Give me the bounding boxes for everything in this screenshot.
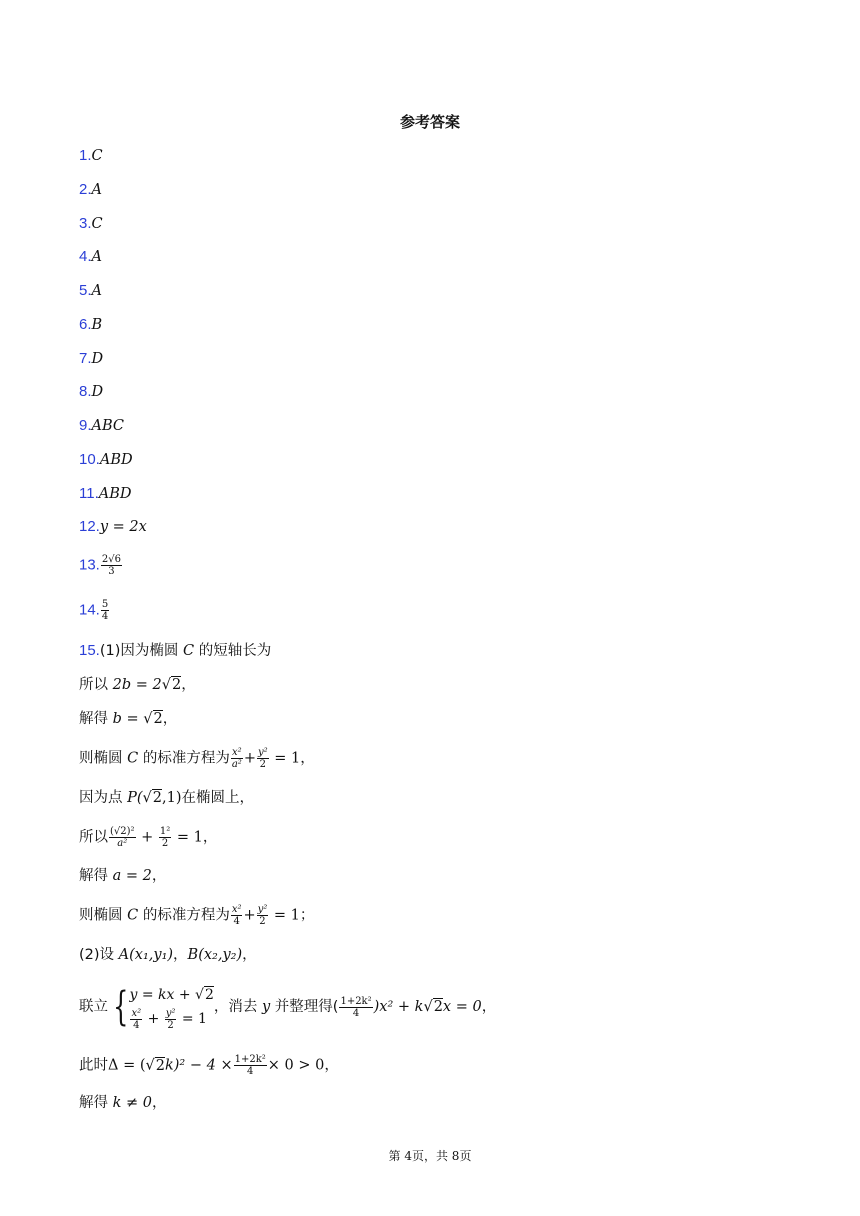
left-brace: { [113,984,129,1030]
fraction-numerator: 1+2k² [340,995,372,1007]
answer-value: A [91,249,102,265]
math-expr: 2b = 2 [112,677,162,693]
answer-number: 2. [79,181,92,198]
fraction-denominator: 2 [259,759,266,770]
sqrt-sign: √ [195,987,204,1003]
fraction-numerator: x² [231,904,242,915]
answer-number: 7. [79,350,92,367]
answer-number: 5. [79,282,92,299]
punct: ， [181,677,196,693]
answer-number: 12. [79,518,100,535]
answer-11 [79,484,132,504]
fraction [165,1008,177,1031]
text: 并整理得( [274,999,339,1015]
fraction-numerator: 1+2k² [234,1054,266,1065]
math-expr: B(x₂,y₂) [187,947,243,963]
fraction-numerator: 1² [159,826,171,837]
fraction [234,1054,267,1077]
punct: ， [162,711,178,727]
answer-number: 15. [79,642,100,659]
sqrt-radicand: 2 [171,677,182,693]
fraction-numerator: (√2)² [110,826,135,837]
text: 在椭圆上， [181,790,255,806]
math-var: y [261,999,271,1015]
answer-number: 3. [79,215,92,232]
fraction [257,904,269,927]
math-op: + [243,907,256,924]
math-expr: P( [127,790,143,806]
math-expr: Δ = ( [108,1057,146,1074]
fraction [257,747,269,770]
answer-number: 11. [79,485,99,502]
q15-line-5 [79,788,254,808]
text: 解得 [79,868,108,884]
punct: ， [300,750,315,767]
punct: ， [173,947,188,963]
text: 则椭圆 [79,750,123,767]
fraction [159,826,171,849]
math-expr: k)² − 4 × [164,1057,233,1074]
fraction-denominator: 4 [133,1019,140,1031]
punct: ， [242,947,257,963]
answer-number: 14. [79,601,100,619]
q15-line-8 [79,904,314,927]
answer-8 [79,382,103,402]
answer-number: 6. [79,316,92,333]
answer-number: 4. [79,248,92,265]
fraction-denominator: 4 [233,916,240,927]
answer-4 [79,247,102,267]
text: 解得 [79,1095,108,1111]
text: 因为点 [79,790,123,806]
fraction-denominator: a² [117,838,128,849]
answer-number: 1. [79,147,92,164]
q15-line-2 [79,675,196,695]
math-expr: k ≠ 0 [112,1095,152,1111]
text: 此时 [79,1057,108,1074]
punct: ， [151,868,167,884]
math-expr: = 1 [176,829,203,846]
answer-3 [79,214,103,234]
punct: ， [152,1095,167,1111]
math-expr: = 1 [273,907,300,924]
sqrt-radicand: 2 [204,987,214,1003]
q15-line-10 [79,982,496,1032]
text: (1)因为椭圆 [99,643,179,659]
fraction-numerator: x² [131,1007,142,1019]
math-expr: b = [112,711,144,727]
answer-fraction [101,554,122,577]
sqrt-sign: √ [143,711,153,727]
sqrt-sign: √ [423,999,433,1015]
fraction-denominator: 4 [352,1007,360,1019]
q15-line-6 [79,826,217,849]
math-var: C [127,750,139,767]
answer-value: ABC [91,418,125,434]
fraction-numerator: y² [165,1007,176,1019]
fraction-denominator: a² [231,759,242,770]
q15-line-3 [79,709,177,729]
answer-value: ABD [99,452,133,468]
sqrt-sign: √ [142,790,152,806]
fraction [339,996,372,1019]
text: 的标准方程为 [142,907,230,924]
fraction-numerator: 5 [101,599,109,610]
sqrt-radicand: 2 [155,1057,165,1074]
answer-2 [79,180,102,200]
answer-number: 10. [79,451,100,468]
fraction-denominator: 4 [101,611,109,622]
q15-line-9 [79,945,257,965]
fraction-numerator: y² [257,904,268,915]
math-expr: x = 0 [442,999,482,1015]
sqrt-sign: √ [161,677,171,693]
page-footer: 第 4页，共 8页 [388,1149,472,1163]
text: 所以 [79,677,108,693]
fraction-numerator: x² [231,747,242,758]
math-var: C [127,907,139,924]
q15-line-1 [79,641,271,661]
answer-fraction [101,599,109,622]
system-row-1 [129,983,213,1007]
sqrt-radicand: 2 [433,999,443,1015]
math-expr: a = 2 [112,868,152,884]
answer-9 [79,416,124,436]
fraction [231,904,243,927]
system-row-2 [129,1007,213,1031]
answer-value: y = 2x [99,519,147,535]
page-title: 参考答案 [399,113,460,131]
text: 则椭圆 [79,907,123,924]
math-expr: A(x₁,y₁) [118,947,174,963]
answer-6 [79,315,102,335]
text: 解得 [79,711,108,727]
fraction [130,1008,142,1031]
text: (2)设 [79,947,115,963]
punct: ； [299,907,315,924]
answer-number: 8. [79,383,92,400]
math-expr: = 1 [274,750,301,767]
text: 所以 [79,829,108,846]
math-op: + [243,750,256,767]
fraction-denominator: 2 [161,838,169,849]
fraction [109,826,136,849]
answer-14 [79,599,110,622]
math-expr: )x² + k [373,999,424,1015]
answer-value: A [91,182,102,198]
sqrt-radicand: 2 [153,711,163,727]
answer-value: A [91,283,102,299]
math-expr: ,1) [162,790,182,806]
punct: ， [481,999,497,1015]
answer-value: D [91,384,104,400]
fraction-denominator: 3 [108,566,115,577]
math-op: + [141,829,154,846]
fraction-denominator: 2 [259,916,266,927]
answer-1 [79,146,103,166]
punct: ， [324,1057,339,1074]
fraction-numerator: 2√6 [101,554,121,565]
math-expr: y = kx + [129,987,196,1003]
fraction-denominator: 2 [167,1019,174,1031]
fraction-denominator: 4 [246,1066,254,1077]
answer-12 [79,517,147,537]
text: ，消去 [213,999,258,1015]
text: 的标准方程为 [142,750,230,767]
q15-line-11 [79,1054,339,1077]
sqrt-radicand: 2 [152,790,163,806]
q15-line-4 [79,747,315,770]
q15-line-7 [79,866,166,886]
answer-value: C [91,148,103,164]
sqrt-sign: √ [145,1057,155,1074]
answer-number: 13. [79,556,100,574]
answer-13 [79,554,123,577]
equation-system [129,983,213,1031]
math-expr: × 0 > 0 [267,1057,325,1074]
math-op: + [147,1011,160,1027]
fraction [231,747,243,770]
text: 的短轴长为 [198,643,272,659]
fraction-numerator: y² [257,747,268,758]
text: 联立 [79,999,108,1015]
answer-number: 9. [79,417,92,434]
math-var: C [183,643,195,659]
answer-value: B [91,317,103,333]
punct: ， [202,829,218,846]
q15-line-12 [79,1093,167,1113]
answer-5 [79,281,102,301]
answer-7 [79,349,103,369]
answer-value: ABD [98,486,132,502]
math-expr: = 1 [181,1011,207,1027]
answer-value: D [91,351,104,367]
answer-10 [79,450,133,470]
answer-value: C [91,216,103,232]
